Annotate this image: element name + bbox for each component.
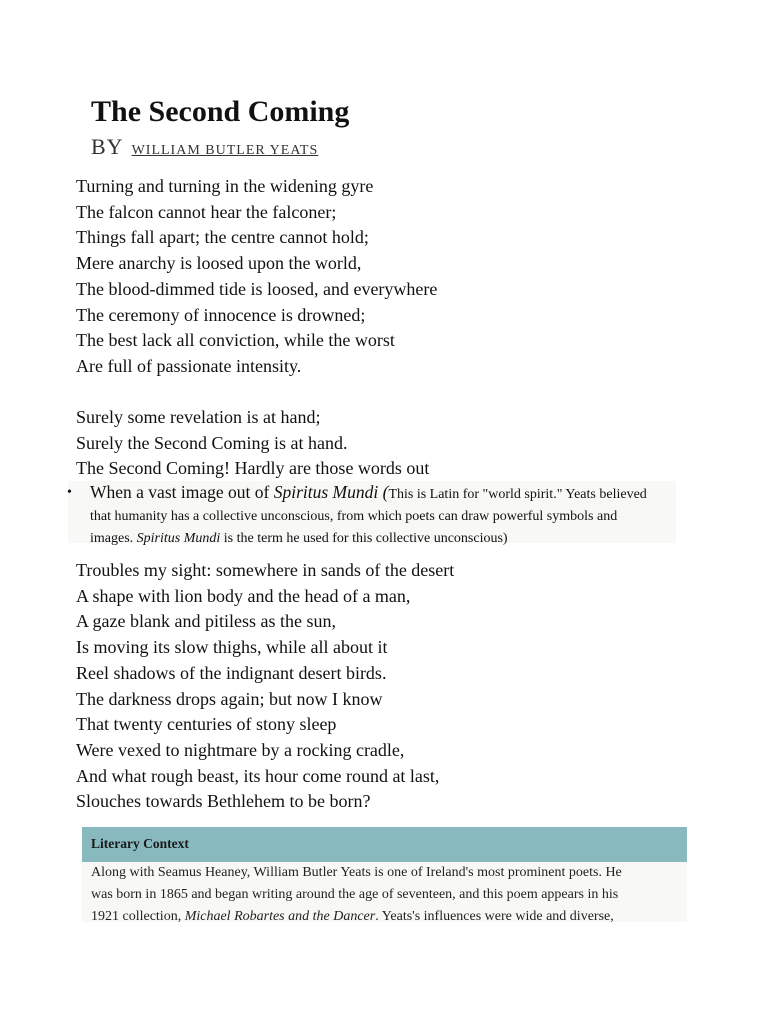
poem-line: The Second Coming! Hardly are those words out — [76, 458, 430, 479]
poem-line: Turning and turning in the widening gyre — [76, 176, 374, 196]
poem-line: Things fall apart; the centre cannot hold; — [76, 227, 369, 248]
poem-line: Mere anarchy is loosed upon the world, — [76, 253, 362, 274]
poem-line-italic: Spiritus Mundi — [273, 482, 379, 502]
poem-line-lead: When a vast image out of — [90, 482, 274, 502]
poem-line: A shape with lion body and the head of a man, — [76, 585, 411, 606]
literary-context-paragraph — [82, 862, 687, 922]
poem-line: Reel shadows of the indignant desert birds. — [76, 662, 387, 683]
poem-line: That twenty centuries of stony sleep — [76, 714, 337, 735]
poem-line: A gaze blank and pitiless as the sun, — [76, 611, 336, 632]
literary-context-body — [82, 862, 687, 922]
stanza-3 — [76, 558, 454, 815]
stanza-1 — [76, 174, 437, 380]
context-text: . Yeats's influences were wide and diverse, — [375, 909, 614, 922]
context-text: 1921 collection, — [91, 909, 185, 922]
context-line — [91, 906, 687, 922]
poem-line-paren: ( — [378, 482, 389, 502]
poem-line: Were vexed to nightmare by a rocking cradle, — [76, 739, 405, 760]
annotated-line — [90, 481, 650, 550]
annotation-text-end: is the term he used for this collective unconscious) — [220, 531, 508, 546]
literary-context-header — [82, 827, 687, 862]
context-line: was born in 1865 and began writing around the age of seventeen, and this poem appears in his — [91, 887, 619, 902]
context-line: Along with Seamus Heaney, William Butler Yeats is one of Ireland's most prominent poets. He — [91, 865, 622, 880]
poem-line: Surely the Second Coming is at hand. — [76, 432, 348, 453]
collection-title: Michael Robartes and the Dancer — [184, 909, 376, 922]
poem-line: Surely some revelation is at hand; — [76, 407, 321, 427]
annotation-text: This is Latin for "world spirit." Yeats believed that humanity has a collective unconscious, from which poets can draw powerful symbols and images. — [90, 487, 647, 546]
poem-line: Slouches towards Bethlehem to be born? — [76, 791, 371, 812]
poem-line: The ceremony of innocence is drowned; — [76, 304, 366, 325]
poem-line: The blood-dimmed tide is loosed, and everywhere — [76, 278, 438, 299]
by-label: BY — [91, 134, 124, 159]
poem-title: The Second Coming — [91, 95, 350, 128]
literary-context-heading: Literary Context — [91, 836, 189, 851]
stanza-2 — [76, 405, 429, 482]
annotation-italic: Spiritus Mundi — [136, 531, 221, 546]
poem-line: Is moving its slow thighs, while all about it — [76, 637, 388, 658]
poem-line: The darkness drops again; but now I know — [76, 688, 383, 709]
author-link[interactable]: WILLIAM BUTLER YEATS — [131, 143, 319, 158]
poem-line: Are full of passionate intensity. — [76, 355, 302, 376]
poem-line: The best lack all conviction, while the worst — [76, 330, 395, 351]
byline — [91, 132, 318, 166]
poem-line: The falcon cannot hear the falconer; — [76, 201, 337, 222]
poem-line: Troubles my sight: somewhere in sands of the desert — [76, 560, 455, 580]
poem-line: And what rough beast, its hour come round at last, — [76, 765, 440, 786]
bullet-marker: • — [67, 485, 72, 500]
